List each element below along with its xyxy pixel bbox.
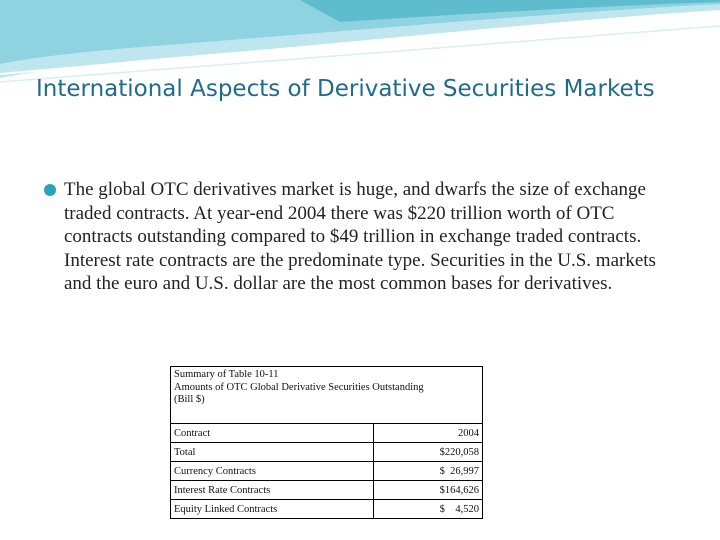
row-value: $ 26,997 <box>374 462 483 481</box>
row-label: Equity Linked Contracts <box>171 500 374 519</box>
caption-line: Amounts of OTC Global Derivative Securities Outstanding <box>174 381 424 393</box>
table-row <box>171 500 482 519</box>
table-header-row <box>171 424 482 443</box>
row-label: Total <box>171 443 374 462</box>
table-row <box>171 443 482 462</box>
row-label: Interest Rate Contracts <box>171 481 374 500</box>
table-row <box>171 481 482 500</box>
table-row <box>171 462 482 481</box>
caption-line: (Bill $) <box>174 394 205 405</box>
bullet-item <box>44 178 684 296</box>
header-contract: Contract <box>171 424 374 443</box>
slide-title: International Aspects of Derivative Securities Markets <box>36 76 655 102</box>
row-value: $164,626 <box>374 481 483 500</box>
bullet-dot-icon <box>44 184 56 196</box>
caption-line: Summary of Table 10-11 <box>174 369 279 380</box>
header-year: 2004 <box>374 424 483 443</box>
row-value: $220,058 <box>374 443 483 462</box>
bullet-text: The global OTC derivatives market is huge, and dwarfs the size of exchange traded contracts. At year-end 2004 there was $220 trillion worth of OTC contracts outstanding compared to $49 trillion in exchange traded contracts. Interest rate contracts are the predominate type. Securities in the U.S. markets and the euro and U.S. dollar are the most common bases for derivatives. <box>64 179 656 294</box>
otc-summary-table <box>170 366 483 519</box>
data-table <box>171 423 482 518</box>
row-value: $ 4,520 <box>374 500 483 519</box>
table-caption <box>171 367 482 423</box>
row-label: Currency Contracts <box>171 462 374 481</box>
